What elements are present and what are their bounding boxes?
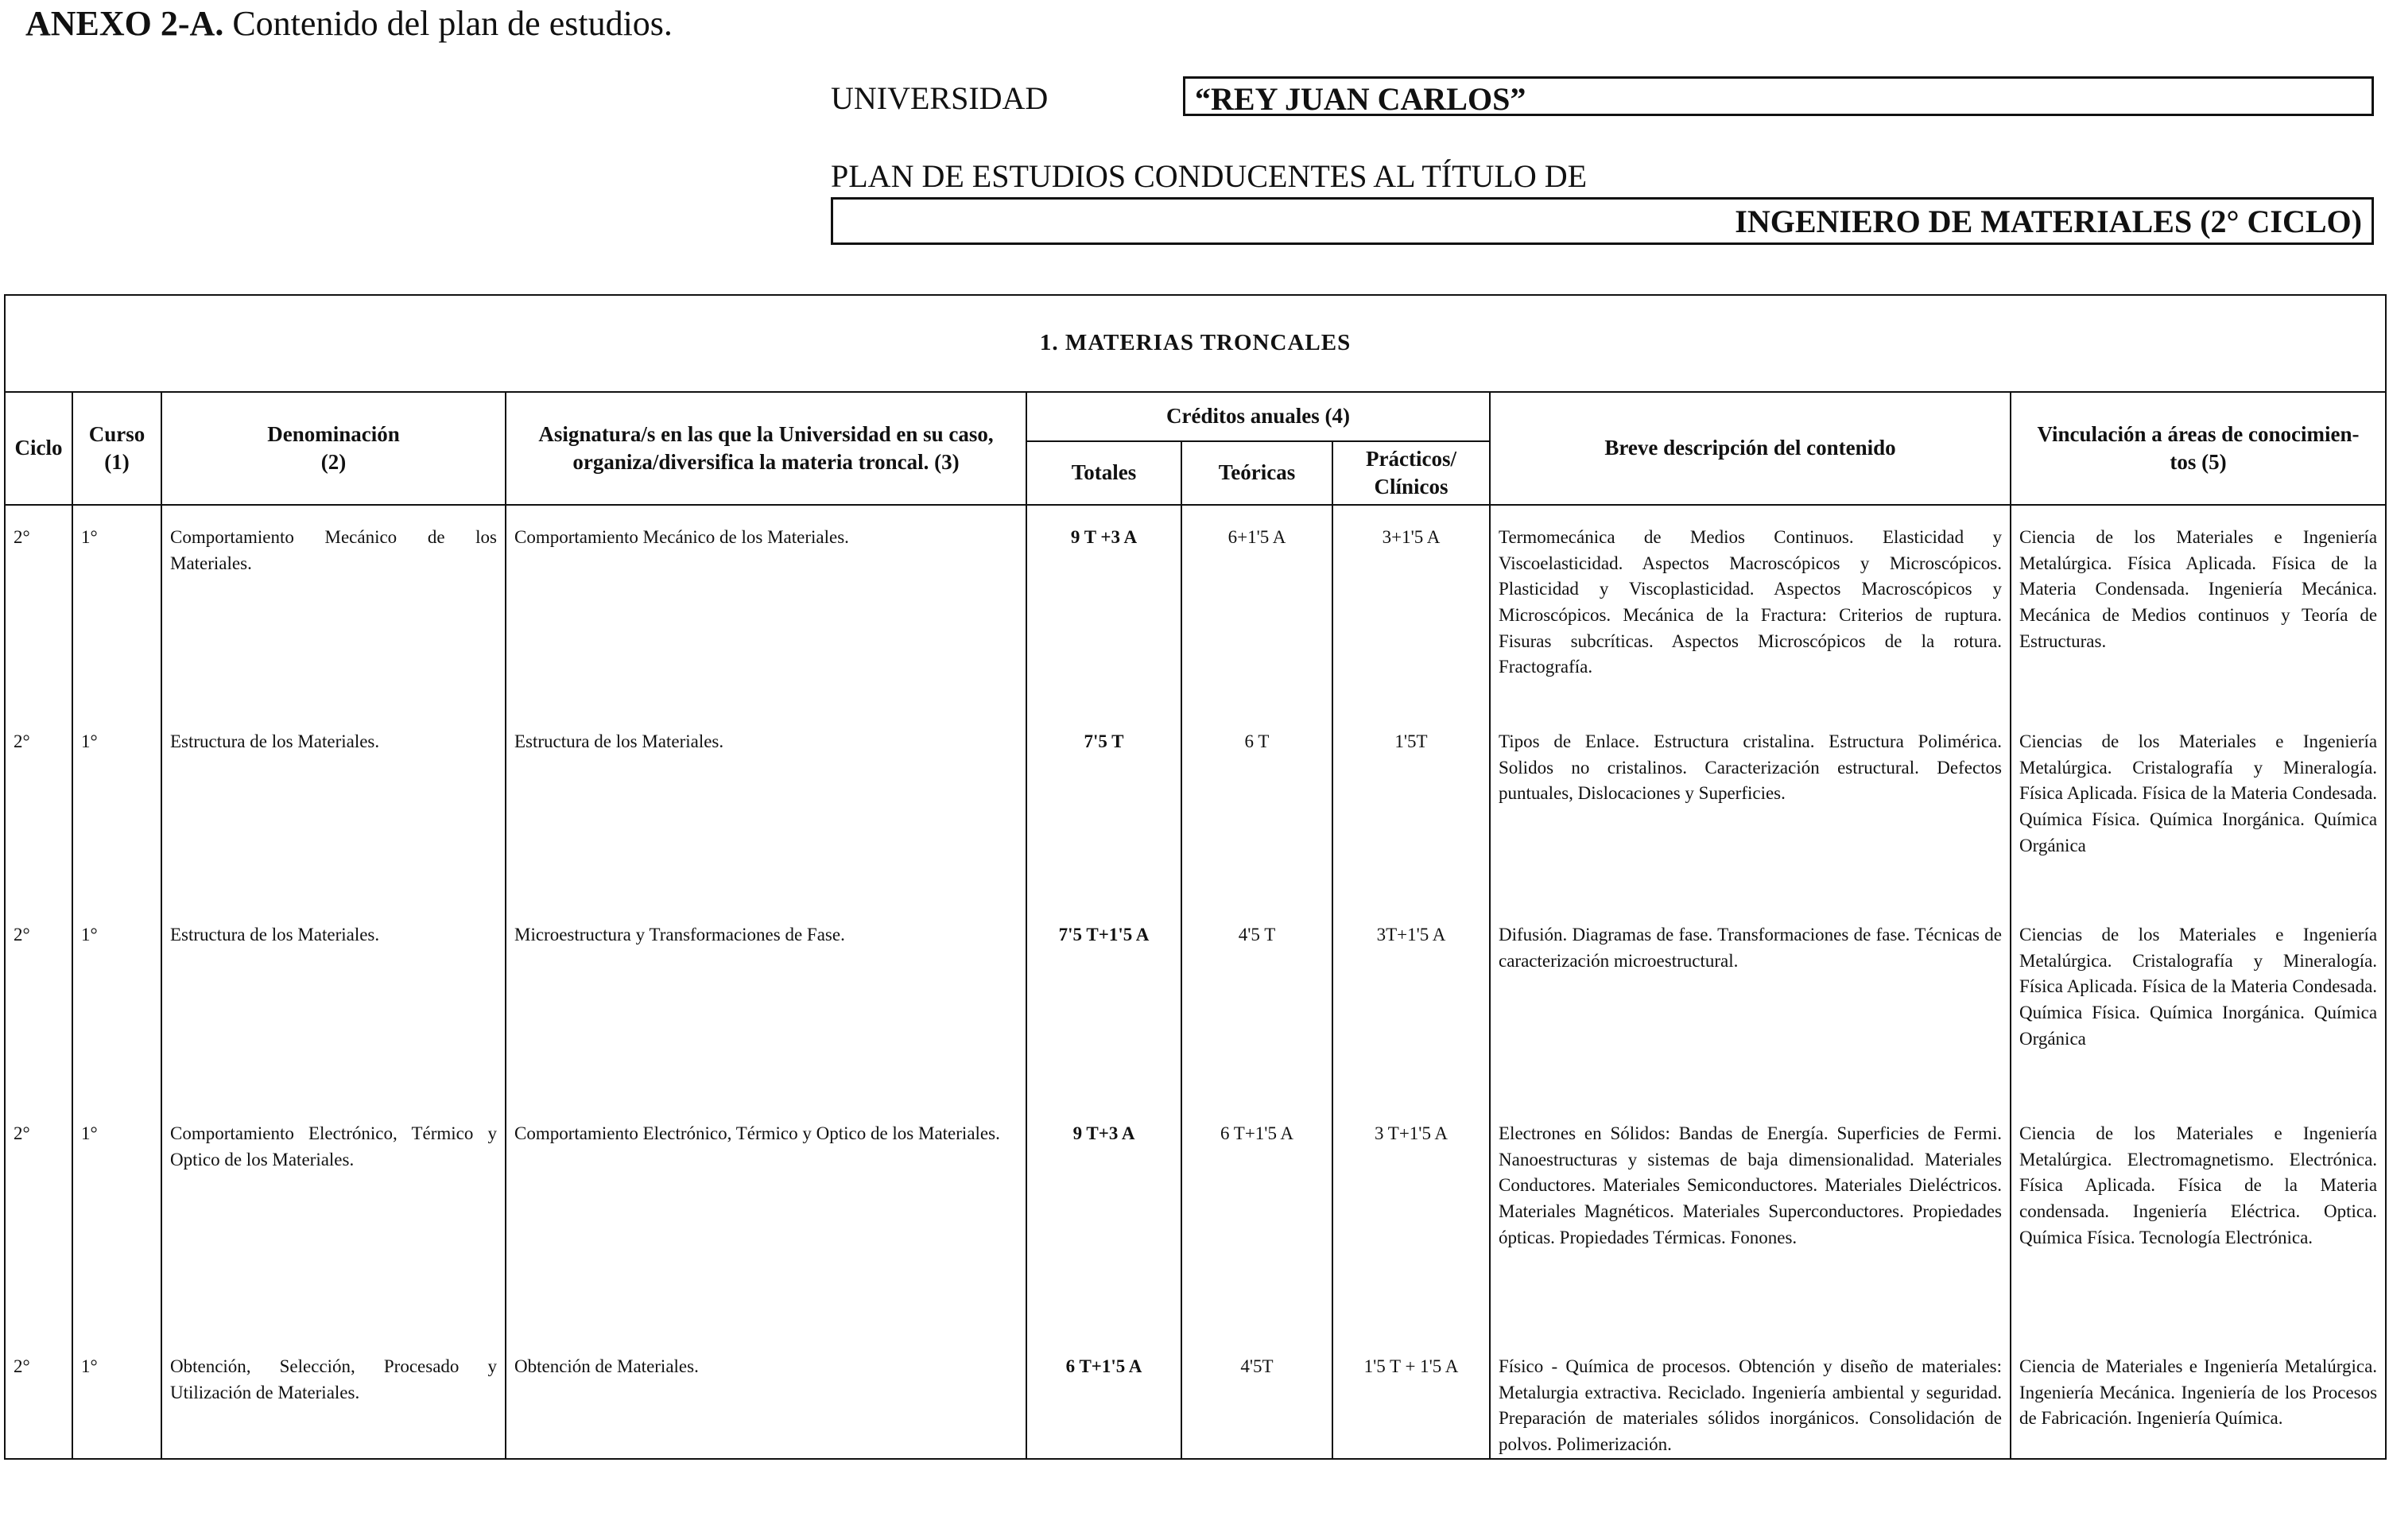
cell-ciclo: 2° xyxy=(5,1102,72,1335)
troncales-table xyxy=(4,294,2387,1460)
cell-teoricas: 6 T xyxy=(1181,710,1332,903)
university-name-box: “REY JUAN CARLOS” xyxy=(1183,76,2374,116)
cell-practicos: 3+1'5 A xyxy=(1332,505,1490,710)
col-header-descripcion: Breve descripción del contenido xyxy=(1490,392,2011,505)
cell-totales: 9 T+3 A xyxy=(1026,1102,1181,1335)
cell-descripcion: Electrones en Sólidos: Bandas de Energía. Superficies de Fermi. Nanoestructuras y sistemas de baja dimensionalidad. Materiales Conductores. Materiales Semiconductores. Materiales Dieléctricos. Materiales Magnéticos. Materiales Superconductores. Propiedades ópticas. Propiedades Térmicas. Fonones. xyxy=(1490,1102,2011,1335)
table-row xyxy=(5,710,2386,903)
col-header-curso: Curso (1) xyxy=(72,392,161,505)
cell-descripcion: Difusión. Diagramas de fase. Transformaciones de fase. Técnicas de caracterización microestructural. xyxy=(1490,903,2011,1102)
col-header-denominacion: Denominación (2) xyxy=(161,392,506,505)
table-row xyxy=(5,505,2386,710)
col-header-creditos: Créditos anuales (4) xyxy=(1026,392,1490,441)
cell-teoricas: 4'5T xyxy=(1181,1335,1332,1459)
cell-asignatura: Obtención de Materiales. xyxy=(506,1335,1026,1459)
cell-totales: 7'5 T xyxy=(1026,710,1181,903)
cell-denominacion: Comportamiento Mecánico de los Materiales. xyxy=(161,505,506,710)
cell-ciclo: 2° xyxy=(5,1335,72,1459)
cell-descripcion: Físico - Química de procesos. Obtención y diseño de materiales: Metalurgia extractiva. Reciclado. Ingeniería ambiental y seguridad. Preparación de materiales sólidos inorgánicos. Consolidación de polvos. Polimerización. xyxy=(1490,1335,2011,1459)
cell-asignatura: Comportamiento Mecánico de los Materiales. xyxy=(506,505,1026,710)
table-row xyxy=(5,1335,2386,1459)
cell-descripcion: Tipos de Enlace. Estructura cristalina. Estructura Polimérica. Solidos no cristalinos. Caracterización estructural. Defectos puntuales, Dislocaciones y Superficies. xyxy=(1490,710,2011,903)
col-header-practicos: Prácticos/ Clínicos xyxy=(1332,441,1490,505)
cell-teoricas: 6 T+1'5 A xyxy=(1181,1102,1332,1335)
table-row xyxy=(5,1102,2386,1335)
cell-denominacion: Comportamiento Electrónico, Térmico y Optico de los Materiales. xyxy=(161,1102,506,1335)
cell-curso: 1° xyxy=(72,710,161,903)
col-header-teoricas: Teóricas xyxy=(1181,441,1332,505)
annex-label: ANEXO 2-A. xyxy=(25,4,224,43)
cell-curso: 1° xyxy=(72,505,161,710)
cell-totales: 9 T +3 A xyxy=(1026,505,1181,710)
cell-teoricas: 6+1'5 A xyxy=(1181,505,1332,710)
cell-totales: 6 T+1'5 A xyxy=(1026,1335,1181,1459)
university-label: UNIVERSIDAD xyxy=(831,80,1049,116)
col-header-asignaturas: Asignatura/s en las que la Universidad en su caso, organiza/diversifica la materia troncal. (3) xyxy=(506,392,1026,505)
table-title: 1. MATERIAS TRONCALES xyxy=(5,295,2386,392)
annex-title xyxy=(25,3,673,44)
cell-curso: 1° xyxy=(72,903,161,1102)
cell-totales: 7'5 T+1'5 A xyxy=(1026,903,1181,1102)
col-header-totales: Totales xyxy=(1026,441,1181,505)
degree-name-box: INGENIERO DE MATERIALES (2° CICLO) xyxy=(831,197,2374,245)
cell-curso: 1° xyxy=(72,1102,161,1335)
cell-descripcion: Termomecánica de Medios Continuos. Elasticidad y Viscoelasticidad. Aspectos Macroscópicos y Microscópicos. Plasticidad y Viscoplasticidad. Aspectos Macroscópicos y Microscópicos. Mecánica de la Fractura: Criterios de ruptura. Fisuras subcríticas. Aspectos Microscópicos de la rotura. Fractografía. xyxy=(1490,505,2011,710)
cell-curso: 1° xyxy=(72,1335,161,1459)
cell-vinculacion: Ciencia de Materiales e Ingeniería Metalúrgica. Ingeniería Mecánica. Ingeniería de los Procesos de Fabricación. Ingeniería Química. xyxy=(2011,1335,2386,1459)
cell-denominacion: Estructura de los Materiales. xyxy=(161,710,506,903)
cell-ciclo: 2° xyxy=(5,505,72,710)
cell-asignatura: Estructura de los Materiales. xyxy=(506,710,1026,903)
cell-ciclo: 2° xyxy=(5,903,72,1102)
cell-vinculacion: Ciencia de los Materiales e Ingeniería Metalúrgica. Física Aplicada. Física de la Materia Condensada. Ingeniería Mecánica. Mecánica de Medios continuos y Teoría de Estructuras. xyxy=(2011,505,2386,710)
col-header-vinculacion: Vinculación a áreas de conocimien- tos (5) xyxy=(2011,392,2386,505)
cell-asignatura: Microestructura y Transformaciones de Fase. xyxy=(506,903,1026,1102)
cell-teoricas: 4'5 T xyxy=(1181,903,1332,1102)
annex-subtitle: Contenido del plan de estudios. xyxy=(223,4,673,43)
col-header-ciclo: Ciclo xyxy=(5,392,72,505)
cell-vinculacion: Ciencia de los Materiales e Ingeniería Metalúrgica. Electromagnetismo. Electrónica. Física Aplicada. Física de la Materia condensada. Ingeniería Eléctrica. Optica. Química Física. Tecnología Electrónica. xyxy=(2011,1102,2386,1335)
cell-denominacion: Estructura de los Materiales. xyxy=(161,903,506,1102)
cell-practicos: 1'5 T + 1'5 A xyxy=(1332,1335,1490,1459)
cell-practicos: 1'5T xyxy=(1332,710,1490,903)
plan-label: PLAN DE ESTUDIOS CONDUCENTES AL TÍTULO DE xyxy=(831,158,1588,194)
cell-asignatura: Comportamiento Electrónico, Térmico y Optico de los Materiales. xyxy=(506,1102,1026,1335)
table-row xyxy=(5,903,2386,1102)
cell-practicos: 3 T+1'5 A xyxy=(1332,1102,1490,1335)
cell-vinculacion: Ciencias de los Materiales e Ingeniería Metalúrgica. Cristalografía y Mineralogía. Física Aplicada. Física de la Materia Condesada. Química Física. Química Inorgánica. Química Orgánica xyxy=(2011,903,2386,1102)
cell-practicos: 3T+1'5 A xyxy=(1332,903,1490,1102)
cell-ciclo: 2° xyxy=(5,710,72,903)
cell-vinculacion: Ciencias de los Materiales e Ingeniería Metalúrgica. Cristalografía y Mineralogía. Física Aplicada. Física de la Materia Condesada. Química Física. Química Inorgánica. Química Orgánica xyxy=(2011,710,2386,903)
cell-denominacion: Obtención, Selección, Procesado y Utilización de Materiales. xyxy=(161,1335,506,1459)
